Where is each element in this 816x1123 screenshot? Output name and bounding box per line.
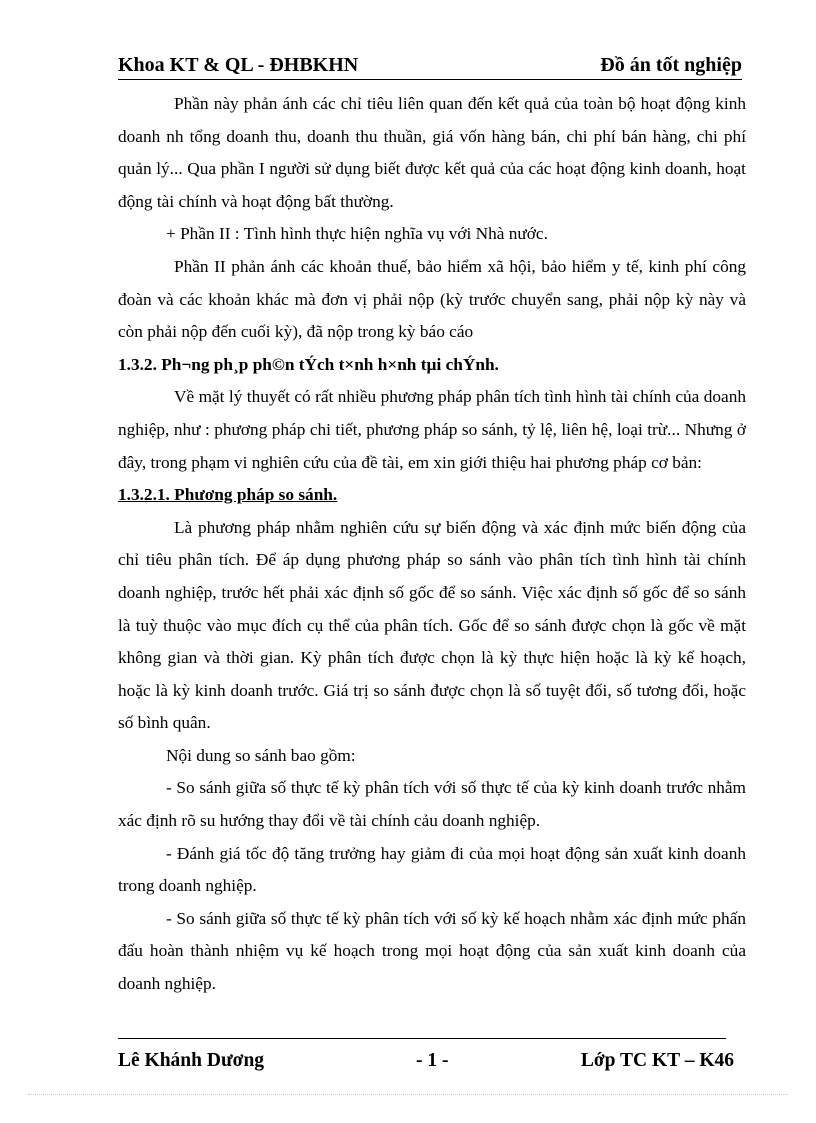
section-heading-1-3-2: 1.3.2. Ph¬ng ph¸p ph©n tÝch t×nh h×nh tµi chÝnh. <box>118 354 499 374</box>
paragraph-part-two-title: + Phần II : Tình hình thực hiện nghĩa vụ với Nhà nước. <box>166 224 548 244</box>
paragraph-comparison-content: Nội dung so sánh bao gồm: <box>166 745 356 765</box>
page-edge-divider <box>28 1094 788 1095</box>
bullet-compare-previous: - So sánh giữa số thực tế kỳ phân tích với số thực tế của kỳ kinh doanh trước nhằm xác định rõ su hướng thay đổi về tài chính cảu doanh nghiệp. <box>118 778 746 831</box>
header-faculty: Khoa KT & QL - ĐHBKHN <box>118 54 359 76</box>
page-header <box>118 47 742 77</box>
header-divider <box>118 79 742 80</box>
paragraph-part-two-summary: Phần II phản ánh các khoản thuế, bảo hiểm xã hội, bảo hiểm y tế, kinh phí công đoàn và các khoản khác mà đơn vị phải nộp (kỳ trước chuyển sang, phải nộp kỳ này và còn phải nộp đến cuối kỳ), đã nộp trong kỳ báo cáo <box>118 256 746 342</box>
header-doc-type: Đồ án tốt nghiệp <box>600 54 742 76</box>
footer-page-number: - 1 - <box>416 1050 449 1071</box>
footer-divider <box>118 1038 726 1039</box>
bullet-growth-rate: - Đánh giá tốc độ tăng trưởng hay giảm đi của mọi hoạt động sản xuất kinh doanh trong doanh nghiệp. <box>118 843 746 896</box>
bullet-compare-plan: - So sánh giữa số thực tế kỳ phân tích với số kỳ kế hoạch nhằm xác định mức phấn đấu hoàn thành nhiệm vụ kế hoạch trong mọi hoạt động của sản xuất kinh doanh của doanh nghiệp. <box>118 908 746 994</box>
paragraph-analysis-methods: Về mặt lý thuyết có rất nhiều phương pháp phân tích tình hình tài chính của doanh nghiệp, như : phương pháp chi tiết, phương pháp so sánh, tỷ lệ, liên hệ, loại trừ... Nhưng ở đây, trong phạm vi nghiên cứu của đề tài, em xin giới thiệu hai phương pháp cơ bản: <box>118 387 746 472</box>
section-heading-1-3-2-1: 1.3.2.1. Phương pháp so sánh. <box>118 485 338 505</box>
footer-author: Lê Khánh Dương <box>118 1050 265 1071</box>
paragraph-part-one-summary: Phần này phản ánh các chỉ tiêu liên quan đến kết quả của toàn bộ hoạt động kinh doanh nh tổng doanh thu, doanh thu thuần, giá vốn hàng bán, chi phí bán hàng, chi phí quản lý... Qua phần I người sử dụng biết được kết quả của các hoạt động kinh doanh, hoạt động tài chính và hoạt động bất thường. <box>118 94 746 211</box>
paragraph-comparison-method: Là phương pháp nhằm nghiên cứu sự biến động và xác định mức biến động của chỉ tiêu phân tích. Để áp dụng phương pháp so sánh vào phân tích tình hình tài chính doanh nghiệp, trước hết phải xác định số gốc để so sánh. Việc xác định số gốc để so sánh là tuỳ thuộc vào mục đích cụ thể của phân tích. Gốc để so sánh được chọn là gốc về mặt không gian và thời gian. Kỳ phân tích được chọn là kỳ thực hiện hoặc là kỳ kế hoạch, hoặc là kỳ kinh doanh trước. Giá trị so sánh được chọn là số tuyệt đối, số tương đối, hoặc số bình quân. <box>118 517 746 733</box>
footer-class: Lớp TC KT – K46 <box>580 1050 734 1071</box>
document-body <box>118 88 746 1001</box>
